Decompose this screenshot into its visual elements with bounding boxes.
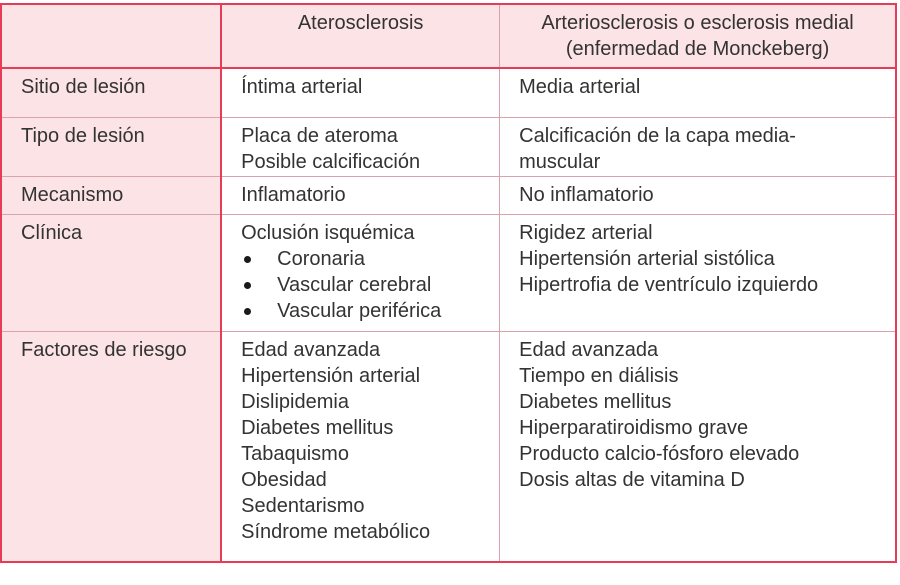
table-row [1, 68, 896, 118]
table-row [1, 177, 896, 215]
cell-arterio-sitio: Media arterial [500, 68, 896, 118]
cell-ateros-clinica: Oclusión isquémica Coronaria Vascular cerebral Vascular periférica [221, 215, 500, 332]
header-row [1, 4, 896, 68]
header-corner-cell [1, 4, 221, 68]
header-aterosclerosis: Aterosclerosis [221, 4, 500, 68]
cell-ateros-sitio: Íntima arterial [221, 68, 500, 118]
row-label-tipo: Tipo de lesión [1, 118, 221, 177]
row-label-mecanismo: Mecanismo [1, 177, 221, 215]
cell-ateros-factores: Edad avanzada Hipertensión arterial Dislipidemia Diabetes mellitus Tabaquismo Obesidad Sedentarismo Síndrome metabólico [221, 332, 500, 563]
table-row [1, 118, 896, 177]
list-item: Vascular cerebral [241, 272, 489, 298]
table-row [1, 215, 896, 332]
table-row [1, 332, 896, 563]
bullet-icon [244, 256, 251, 263]
cell-arterio-clinica: Rigidez arterial Hipertensión arterial sistólica Hipertrofia de ventrículo izquierdo [500, 215, 896, 332]
cell-arterio-mecanismo: No inflamatorio [500, 177, 896, 215]
cell-ateros-mecanismo: Inflamatorio [221, 177, 500, 215]
list-item: Vascular periférica [241, 298, 489, 324]
cell-arterio-factores: Edad avanzada Tiempo en diálisis Diabetes mellitus Hiperparatiroidismo grave Producto calcio-fósforo elevado Dosis altas de vitamina D [500, 332, 896, 563]
bullet-icon [244, 308, 251, 315]
header-arteriosclerosis: Arteriosclerosis o esclerosis medial (enfermedad de Monckeberg) [500, 4, 896, 68]
cell-arterio-tipo: Calcificación de la capa media- muscular [500, 118, 896, 177]
bullet-icon [244, 282, 251, 289]
row-label-clinica: Clínica [1, 215, 221, 332]
cell-ateros-tipo: Placa de ateroma Posible calcificación [221, 118, 500, 177]
clinica-bullet-list [241, 246, 489, 324]
row-label-factores: Factores de riesgo [1, 332, 221, 563]
row-label-sitio: Sitio de lesión [1, 68, 221, 118]
comparison-table [0, 3, 897, 563]
list-item: Coronaria [241, 246, 489, 272]
